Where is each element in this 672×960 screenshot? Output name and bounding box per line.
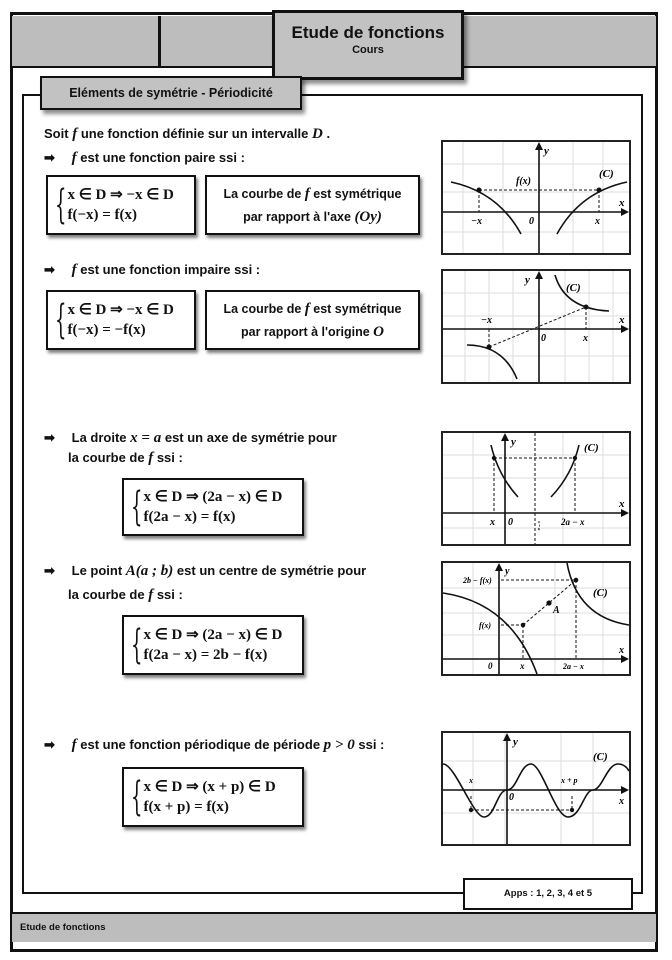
axis-y-label: y [505, 566, 510, 577]
heading-math: x = a [130, 430, 162, 446]
x-label: x [490, 517, 495, 528]
intro-prefix: Soit [44, 126, 69, 141]
fx-label: f(x) [479, 621, 491, 630]
desc-math: f [304, 301, 310, 317]
x-label: x [595, 216, 600, 227]
system-line-2: f(2a − x) = 2b − f(x) [143, 647, 268, 663]
apps-reference-box: Apps : 1, 2, 3, 4 et 5 [463, 878, 633, 910]
curve-label: (C) [599, 168, 614, 180]
page-title: Etude de fonctions [291, 23, 445, 42]
heading-text: ssi : [156, 450, 183, 465]
axis-symmetry-graph [441, 431, 631, 546]
heading-text: ssi : [358, 737, 385, 752]
desc-text: par rapport à l'origine [240, 325, 370, 339]
heading-text: La droite [71, 430, 127, 445]
axis-line-label: x = a [537, 521, 542, 531]
heading-math: f [148, 450, 154, 466]
origin-label: 0 [509, 792, 514, 803]
arrow-bullet-icon: ➡ [44, 563, 55, 578]
heading-math: A(a ; b) [125, 563, 174, 579]
x-label: x [469, 776, 473, 785]
even-graph-svg [443, 142, 629, 253]
system-line-1: x ∈ D ⇒ (2a − x) ∈ D [143, 489, 283, 505]
periodic-condition-box [122, 767, 304, 827]
desc-text: La courbe de [223, 302, 302, 316]
heading-math: f [148, 587, 154, 603]
header-divider [158, 16, 161, 66]
axis-graph-svg [443, 433, 629, 544]
origin-label: 0 [488, 661, 493, 671]
axis-x-label: x [619, 314, 625, 326]
intro-suffix: . [326, 126, 331, 141]
item-center-heading [44, 563, 366, 580]
curve-label: (C) [566, 282, 581, 294]
mirror-y-label: 2b − f(x) [463, 576, 492, 585]
header-title-box [272, 10, 464, 80]
section-title: Eléments de symétrie - Périodicité [40, 76, 302, 110]
axis-y-label: y [511, 436, 516, 448]
shifted-x-label: x + p [561, 776, 578, 785]
heading-math: f [71, 150, 77, 166]
intro-text: une fonction définie sur un intervalle [80, 126, 309, 141]
arrow-bullet-icon: ➡ [44, 150, 55, 165]
heading-text: la courbe de [68, 450, 145, 465]
axis-y-label: y [544, 145, 549, 157]
origin-label: 0 [529, 216, 534, 227]
item-axis-heading-line2 [68, 450, 183, 467]
heading-text: ssi : [156, 587, 183, 602]
brace-icon: { [54, 297, 67, 343]
axis-condition-box [122, 478, 304, 536]
desc-math: O [373, 324, 384, 340]
brace-icon: { [130, 622, 143, 668]
heading-text: est une fonction paire ssi : [80, 150, 245, 165]
heading-math: f [71, 262, 77, 278]
item-axis-heading [44, 430, 337, 447]
axis-x-label: x [619, 197, 625, 209]
neg-x-label: −x [471, 216, 483, 227]
desc-text: par rapport à l'axe [243, 210, 351, 224]
odd-description-box [205, 290, 420, 350]
axis-x-label: x [619, 796, 624, 807]
desc-text: est symétrique [313, 187, 402, 201]
brace-icon: { [130, 774, 143, 820]
heading-math: p > 0 [323, 737, 355, 753]
axis-x-label: x [619, 498, 625, 510]
page-subtitle: Cours [352, 44, 384, 56]
system-line-2: f(−x) = −f(x) [67, 322, 146, 338]
item-center-heading-line2 [68, 587, 183, 604]
odd-graph-svg [443, 271, 629, 382]
mirror-x-label: 2a − x [563, 662, 584, 671]
item-even-heading [44, 150, 245, 167]
even-description-box [205, 175, 420, 235]
system-line-1: x ∈ D ⇒ (x + p) ∈ D [143, 779, 276, 795]
desc-math: (Oy) [354, 209, 382, 225]
desc-text: La courbe de [223, 187, 302, 201]
curve-label: (C) [593, 587, 608, 599]
periodic-graph-svg [443, 733, 629, 844]
desc-text: est symétrique [313, 302, 402, 316]
system-line-1: x ∈ D ⇒ (2a − x) ∈ D [143, 627, 283, 643]
center-point-label: A [553, 605, 560, 616]
even-function-graph [441, 140, 631, 255]
footer-label: Etude de fonctions [20, 922, 106, 933]
heading-text: est une fonction impaire ssi : [80, 262, 261, 277]
intro-domain: D [311, 126, 323, 142]
curve-label: (C) [593, 751, 608, 763]
system-line-1: x ∈ D ⇒ −x ∈ D [67, 302, 174, 318]
x-label: x [583, 333, 588, 344]
center-condition-box [122, 615, 304, 675]
item-odd-heading [44, 262, 260, 279]
axis-y-label: y [513, 736, 518, 748]
heading-text: Le point [71, 563, 123, 578]
fx-label: f(x) [516, 176, 531, 187]
system-line-2: f(−x) = f(x) [67, 207, 138, 223]
x-label: x [520, 661, 525, 671]
system-line-2: f(x + p) = f(x) [143, 799, 229, 815]
arrow-bullet-icon: ➡ [44, 262, 55, 277]
origin-label: 0 [508, 517, 513, 528]
footer-strip [12, 912, 656, 942]
mirror-x-label: 2a − x [561, 517, 585, 527]
center-graph-svg [443, 563, 629, 674]
desc-math: f [304, 186, 310, 202]
periodic-function-graph [441, 731, 631, 846]
heading-text: est une fonction périodique de période [80, 737, 321, 752]
neg-x-label: −x [481, 315, 493, 326]
center-symmetry-graph [441, 561, 631, 676]
origin-label: 0 [541, 333, 546, 344]
heading-math: f [71, 737, 77, 753]
arrow-bullet-icon: ➡ [44, 737, 55, 752]
odd-condition-box [46, 290, 196, 350]
even-condition-box [46, 175, 196, 235]
odd-function-graph [441, 269, 631, 384]
item-periodic-heading [44, 737, 384, 754]
axis-y-label: y [525, 274, 530, 286]
heading-text: la courbe de [68, 587, 145, 602]
intro-f: f [72, 126, 78, 142]
heading-text: est un centre de symétrie pour [176, 563, 367, 578]
brace-icon: { [54, 182, 67, 228]
curve-label: (C) [584, 442, 599, 454]
axis-x-label: x [619, 645, 624, 656]
heading-text: est un axe de symétrie pour [164, 430, 337, 445]
brace-icon: { [130, 484, 143, 530]
system-line-2: f(2a − x) = f(x) [143, 509, 236, 525]
system-line-1: x ∈ D ⇒ −x ∈ D [67, 187, 174, 203]
arrow-bullet-icon: ➡ [44, 430, 55, 445]
intro-line [44, 126, 330, 143]
